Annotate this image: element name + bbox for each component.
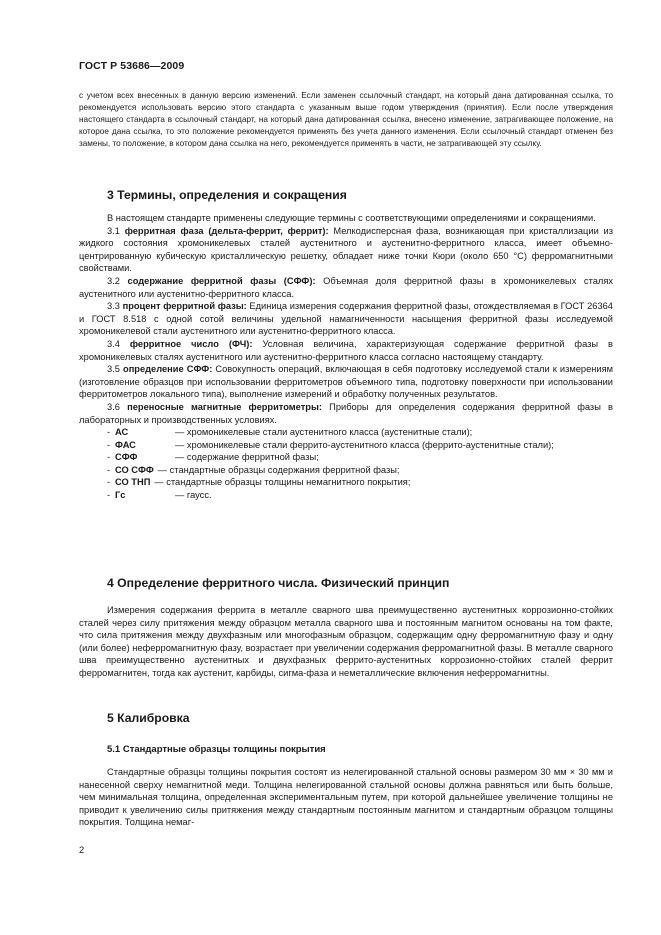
term-definition: Объемная доля ферритной фазы в хромоникелевых сталях аустенитного или аустенитно-ферритного класса. <box>79 275 613 299</box>
list-item: - АС — хромоникелевые стали аустенитного класса (аустенитные стали); <box>107 427 473 438</box>
section-5-paragraph: Стандартные образцы толщины покрытия состоят из нелегированной стальной основы размером 30 мм × 30 мм и нанесенной сверху немагнитной меди. Толщина нелегированной стальной основы должна равняться или быть больше, чем минимальная толщина, определенная экспериментальным путем, при которой дальнейшее увеличение толщины не приводит к увеличению силы притяжения между стандартным постоянным магнитом и стандартным образцом толщины покрытия. Толщина немаг- <box>79 767 613 828</box>
abbreviation: СФФ <box>115 452 138 463</box>
term-3-4: 3.4 ферритное число (ФЧ): Условная величина, характеризующая содержание ферритной фазы в хромоникелевых сталях аустенитного или аустенитно-ферритного класса согласно настоящему стандарту. <box>79 338 613 362</box>
term-name: ферритное число (ФЧ): <box>129 338 253 349</box>
abbreviation-list <box>107 426 613 502</box>
list-item: - ФАС — хромоникелевые стали феррито-аустенитного класса (феррито-аустенитные стали); <box>107 439 554 450</box>
term-3-5: 3.5 определение СФФ: Совокупность операций, включающая в себя подготовку исследуемой стали к измерениям (изготовление образцов при использовании ферритометров объемного типа, подготовку поверхности при использовании ферритометров локального типа), выполнение измерений и обработку полученных результатов. <box>79 364 613 400</box>
section-4-paragraph: Измерения содержания феррита в металле сварного шва преимущественно аустенитных коррозионно-стойких сталей через силу притяжения между образцом металла сварного шва и постоянным магнитом основаны на том факте, что сила притяжения между двухфазным или многофазным образцом, содержащим одну ферромагнитную фазу и одну (или более) неферромагнитную фазу, возрастает при увеличении содержания ферромагнитной фазы. В металле сварного шва преимущественно аустенитных и двухфазных феррито-аустенитных коррозионно-стойких сталей феррит ферромагнитен, тогда как аустенит, карбиды, сигма-фаза и неметаллические включения неферромагнитны. <box>79 605 613 678</box>
term-name: процент ферритной фазы: <box>122 301 247 312</box>
list-item: - Гс — гаусс. <box>107 490 212 501</box>
list-item: - СФФ — содержание ферритной фазы; <box>107 452 319 463</box>
abbreviation-meaning: — хромоникелевые стали феррито-аустенитного класса (феррито-аустенитные стали); <box>175 439 554 450</box>
document-header: ГОСТ Р 53686—2009 <box>79 60 185 72</box>
abbreviation: СО СФФ <box>115 464 154 475</box>
term-name: содержание ферритной фазы (СФФ): <box>127 275 316 286</box>
subsection-5-1-heading: 5.1 Стандартные образцы толщины покрытия <box>107 744 326 755</box>
term-3-1: 3.1 ферритная фаза (дельта-феррит, феррит): Мелкодисперсная фаза, возникающая при кристаллизации из жидкого состояния хромоникелевых сталей аустенитного и аустенитно-ферритного класса, имеет объемно-центрированную кубическую кристаллическую решетку, обладает ниже точки Кюри (около 650 °C) ферромагнитными свойствами. <box>79 225 613 274</box>
abbreviation-meaning: — содержание ферритной фазы; <box>175 452 319 463</box>
term-name: определение СФФ: <box>123 364 213 375</box>
term-definition: Единица измерения содержания ферритной фазы, отождествляемая в ГОСТ 26364 и ГОСТ 8.518 с одной сотой величины удельной намагниченности насыщения ферритной фазы исследуемой хромоникелевой стали аустенитного или аустенитно-ферритного класса. <box>79 301 613 337</box>
section-4-heading: 4 Определение ферритного числа. Физический принцип <box>107 576 450 590</box>
page-number: 2 <box>79 845 85 855</box>
abbreviation-meaning: — гаусс. <box>175 490 212 501</box>
abbreviation: АС <box>115 427 129 438</box>
term-definition: Совокупность операций, включающая в себя подготовку исследуемой стали к измерениям (изготовление образцов при использовании ферритометров объемного типа, подготовку поверхности при использовании ферритометров локального типа), выполнение измерений и обработку полученных результатов. <box>79 364 613 400</box>
term-name: переносные магнитные ферритометры: <box>127 401 322 412</box>
section-5-heading: 5 Калибровка <box>107 711 190 725</box>
term-3-3: 3.3 процент ферритной фазы: Единица измерения содержания ферритной фазы, отождествляемая в ГОСТ 26364 и ГОСТ 8.518 с одной сотой величины удельной намагниченности насыщения ферритной фазы исследуемой хромоникелевой стали аустенитного или аустенитно-ферритного класса. <box>79 301 613 337</box>
term-definition: Приборы для определения содержания ферритной фазы в лабораторных и производственных условиях. <box>79 401 613 425</box>
abbreviation-meaning: — стандартные образцы толщины немагнитного покрытия; <box>154 477 411 488</box>
section-3-heading: 3 Термины, определения и сокращения <box>107 188 347 202</box>
list-item: - СО СФФ — стандартные образцы содержания ферритной фазы; <box>107 464 400 475</box>
abbreviation: СО ТНП <box>115 477 151 488</box>
abbreviation: ФАС <box>115 439 136 450</box>
intro-paragraph: с учетом всех внесенных в данную версию изменений. Если заменен ссылочный стандарт, на который дана датированная ссылка, то рекомендуется использовать версию этого стандарта с указанным выше годом утверждения (принятия). Если после утверждения настоящего стандарта в ссылочный стандарт, на который дана датированная ссылка, внесено изменение, затрагивающее положение, на которое дана ссылка, то это положение рекомендуется применять без учета данного изменения. Если ссылочный стандарт отменен без замены, то положение, в котором дана ссылка на него, рекомендуется применять в части, не затрагивающей эту ссылку. <box>79 91 613 149</box>
abbreviation-meaning: — хромоникелевые стали аустенитного класса (аустенитные стали); <box>175 427 473 438</box>
term-definition: Мелкодисперсная фаза, возникающая при кристаллизации из жидкого состояния хромоникелевых сталей аустенитного и аустенитно-ферритного класса, имеет объемно-центрированную кубическую кристаллическую решетку, обладает ниже точки Кюри (около 650 °C) ферромагнитными свойствами. <box>79 225 613 274</box>
term-3-6: 3.6 переносные магнитные ферритометры: Приборы для определения содержания ферритной фазы в лабораторных и производственных условиях. <box>79 401 613 425</box>
list-item: - СО ТНП — стандартные образцы толщины немагнитного покрытия; <box>107 477 411 488</box>
abbreviation-meaning: — стандартные образцы содержания ферритной фазы; <box>157 464 400 475</box>
section-3-intro: В настоящем стандарте применены следующие термины с соответствующими определениями и сокращениями. <box>107 213 596 223</box>
section-3-body <box>79 212 613 502</box>
term-3-2: 3.2 содержание ферритной фазы (СФФ): Объемная доля ферритной фазы в хромоникелевых сталях аустенитного или аустенитно-ферритного класса. <box>79 275 613 299</box>
abbreviation: Гс <box>115 490 126 501</box>
term-name: ферритная фаза (дельта-феррит, феррит): <box>124 225 329 236</box>
term-definition: Условная величина, характеризующая содержание ферритной фазы в хромоникелевых сталях аустенитного или аустенитно-ферритного класса согласно настоящему стандарту. <box>79 338 613 362</box>
